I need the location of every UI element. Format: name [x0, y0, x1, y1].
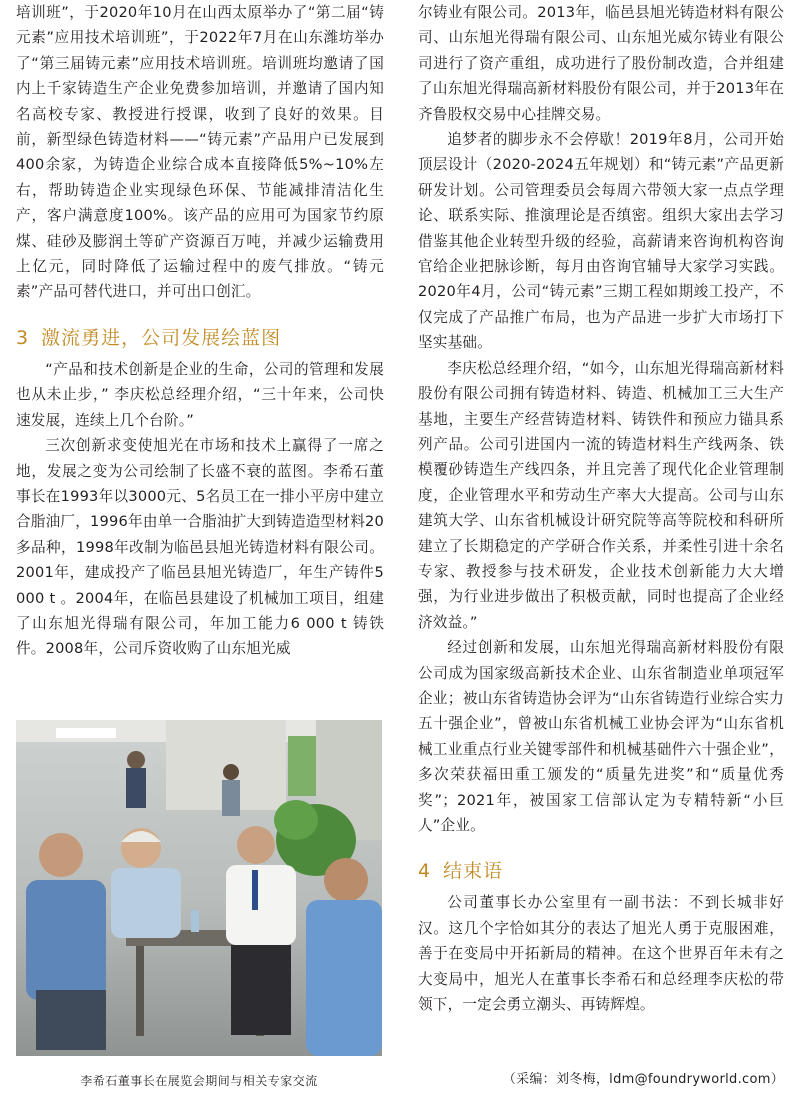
section-4-title: 结束语: [443, 860, 504, 883]
right-paragraph-2: 追梦者的脚步永不会停歇！2019年8月，公司开始顶层设计（2020-2024五年规划）和“铸元素”产品更新研发计划。公司管理委员会每周六带领大家一点点学理论、联系实际、推演理论是否缜密。组织大家出去学习借鉴其他企业转型升级的经验，高薪请来咨询机构咨询官给企业把脉诊断，每月由咨询官辅导大家学习实践。2020年4月，公司“铸元素”三期工程如期竣工投产，不仅完成了产品推广布局，也为产品进一步扩大市场打下坚实基础。: [418, 131, 784, 352]
section-4-heading: [418, 856, 784, 886]
exhibition-photo: [16, 720, 382, 1056]
right-paragraph-4: 经过创新和发展，山东旭光得瑞高新材料股份有限公司成为国家级高新技术企业、山东省制造业单项冠军企业；被山东省铸造协会评为“山东省铸造行业综合实力五十强企业”，曾被山东省机械工业协会评为“山东省机械工业重点行业关键零部件和机械基础件六十强企业”，多次荣获福田重工颁发的“质量先进奖”和“质量优秀奖”；2021年，被国家工信部认定为专精特新“小巨人”企业。: [418, 639, 784, 834]
right-paragraph-3: 李庆松总经理介绍，“如今，山东旭光得瑞高新材料股份有限公司拥有铸造材料、铸造、机械加工三大生产基地，主要生产经营铸造材料、铸铁件和预应力锚具系列产品。公司引进国内一流的铸造材料生产线两条、铁模覆砂铸造生产线四条，并且完善了现代化企业管理制度，企业管理水平和劳动生产率大大提高。公司与山东建筑大学、山东省机械设计研究院等高等院校和科研所建立了长期稳定的产学研合作关系，并柔性引进十余名专家、教授参与技术研发，企业技术创新能力大大增强，为行业进步做出了积极贡献，同时也提高了企业经济效益。”: [418, 359, 784, 631]
left-paragraph-1: 培训班”，于2020年10月在山西太原举办了“第二届“铸元素”应用技术培训班”，于2022年7月在山东潍坊举办了“第三届铸元素”应用技术培训班。培训班均邀请了国内上千家铸造生产企业免费参加培训，并邀请了国内知名高校专家、教授进行授课，收到了良好的效果。目前，新型绿色铸造材料——“铸元素”产品用户已发展到400余家，为铸造企业综合成本直接降低5%~10%左右，帮助铸造企业实现绿色环保、节能减排清洁化生产，客户满意度100%。该产品的应用可为国家节约原煤、硅砂及膨润土等矿产资源百万吨，并减少运输费用上亿元，同时降低了运输过程中的废气排放。“铸元素”产品可替代进口，并可出口创汇。: [16, 4, 384, 301]
photo-caption: 李希石董事长在展览会期间与相关专家交流: [80, 1074, 318, 1088]
left-paragraph-3: 三次创新求变使旭光在市场和技术上赢得了一席之地，发展之变为公司绘制了长盛不衰的蓝图。李希石董事长在1993年以3000元、5名员工在一排小平房中建立合脂油厂，1996年由单一合脂油扩大到铸造造型材料20多品种，1998年改制为临邑县旭光铸造材料有限公司。2001年，建成投产了临邑县旭光铸造厂，年生产铸件5 000 t 。2004年，在临邑县建设了机械加工项目，组建了山东旭光得瑞有限公司，年加工能力6 000 t 铸铁件。2008年，公司斥资收购了山东旭光威: [16, 437, 384, 658]
left-paragraph-2: “产品和技术创新是企业的生命，公司的管理和发展也从未止步，” 李庆松总经理介绍，“三十年来，公司快速发展，连续上几个台阶。”: [16, 360, 384, 429]
right-paragraph-5: 公司董事长办公室里有一副书法：不到长城非好汉。这几个字恰如其分的表达了旭光人勇于克服困难，善于在变局中开拓新局的精神。在这个世界百年未有之大变局中，旭光人在董事长李希石和总经理李庆松的带领下，一定会勇立潮头、再铸辉煌。: [418, 894, 784, 1014]
section-3-title: 激流勇进，公司发展绘蓝图: [41, 326, 282, 349]
section-3-heading: [16, 323, 384, 353]
section-3-number: 3: [16, 326, 30, 349]
right-column: [418, 0, 784, 1017]
exhibition-photo-illustration: [16, 720, 382, 1056]
editor-credit: （采编：刘冬梅，ldm@foundryworld.com）: [502, 1072, 784, 1087]
left-column: [16, 0, 384, 662]
section-4-number: 4: [418, 860, 432, 883]
right-paragraph-1: 尔铸业有限公司。2013年，临邑县旭光铸造材料有限公司、山东旭光得瑞有限公司、山东旭光威尔铸业有限公司进行了资产重组，成功进行了股份制改造，合并组建了山东旭光得瑞高新材料股份有限公司，并于2013年在齐鲁股权交易中心挂牌交易。: [418, 4, 784, 123]
